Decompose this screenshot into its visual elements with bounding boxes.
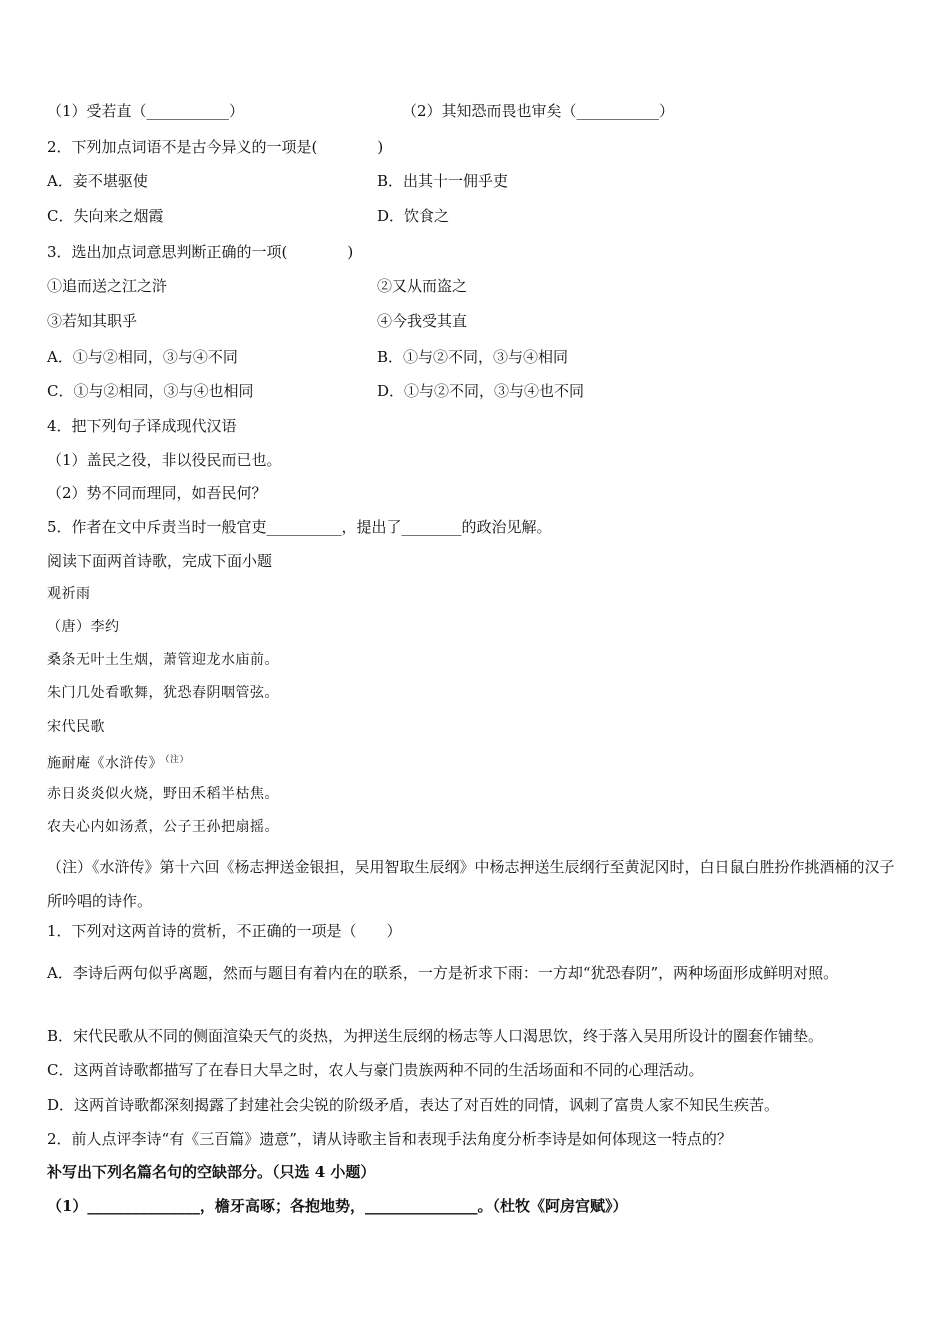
q3-stem: 3．选出加点词意思判断正确的一项( ) bbox=[47, 243, 354, 261]
q5-stem: 5．作者在文中斥责当时一般官吏__________，提出了________的政治见解。 bbox=[47, 518, 552, 536]
poem2-author-line bbox=[47, 750, 189, 774]
q3-option-d: D．①与②不同，③与④也不同 bbox=[377, 382, 585, 400]
q3-option-b: B．①与②不同，③与④相同 bbox=[377, 348, 569, 366]
poem1-title: 观祈雨 bbox=[47, 586, 91, 602]
poem2-author: 施耐庵《水浒传》 bbox=[47, 755, 163, 772]
q4-sentence-2: （2）势不同而理同，如吾民何？ bbox=[47, 484, 267, 502]
poem2-note-mark: （注） bbox=[165, 755, 190, 765]
q4-stem: 4．把下列句子译成现代汉语 bbox=[47, 417, 237, 435]
q2-option-d: D．饮食之 bbox=[377, 207, 450, 225]
q3-sentence-4: ④今我受其直 bbox=[377, 312, 468, 330]
poem2-line-2: 农夫心内如汤煮，公子王孙把扇摇。 bbox=[47, 819, 279, 835]
poem2-line-1: 赤日炎炎似火烧，野田禾稻半枯焦。 bbox=[47, 786, 279, 802]
reading-intro: 阅读下面两首诗歌，完成下面小题 bbox=[47, 552, 273, 570]
poem2-title: 宋代民歌 bbox=[47, 719, 105, 735]
poem-q1-option-a: A．李诗后两句似乎离题，然而与题目有着内在的联系，一方是祈求下雨：一方却“犹恐春阴”，两种场面形成鲜明对照。 bbox=[47, 964, 839, 982]
q3-sentence-2: ②又从而盗之 bbox=[377, 277, 468, 295]
poem-note: （注）《水浒传》第十六回《杨志押送金银担，吴用智取生辰纲》中杨志押送生辰纲行至黄泥冈时，白日鼠白胜扮作挑酒桶的汉子所吟唱的诗作。 bbox=[47, 858, 895, 910]
q1-item-1: （1）受若直（___________） bbox=[47, 102, 245, 120]
q4-sentence-1: （1）盖民之役，非以役民而已也。 bbox=[47, 451, 282, 469]
q2-option-b: B．出其十一佣乎吏 bbox=[377, 172, 509, 190]
q3-option-a: A．①与②相同，③与④不同 bbox=[47, 348, 238, 366]
q2-option-c: C．失向来之烟霞 bbox=[47, 207, 164, 225]
poem1-line-2: 朱门几处看歌舞，犹恐春阴咽管弦。 bbox=[47, 685, 279, 701]
poem-q1-stem: 1．下列对这两首诗的赏析，不正确的一项是（ ） bbox=[47, 922, 402, 940]
q2-option-a: A．妾不堪驱使 bbox=[47, 172, 148, 190]
poem1-author: （唐）李约 bbox=[47, 619, 120, 635]
q3-sentence-3: ③若知其职乎 bbox=[47, 312, 138, 330]
fill-item-1: （1）_______________，檐牙高啄；各抱地势，_______________。（杜牧《阿房宫赋》） bbox=[47, 1197, 628, 1215]
q1-item-2: （2）其知恐而畏也审矣（___________） bbox=[402, 102, 675, 120]
poem-q1-option-d: D．这两首诗歌都深刻揭露了封建社会尖锐的阶级矛盾，表达了对百姓的同情，讽刺了富贵人家不知民生疾苦。 bbox=[47, 1096, 780, 1114]
q3-option-c: C．①与②相同，③与④也相同 bbox=[47, 382, 254, 400]
q3-sentence-1: ①追而送之江之浒 bbox=[47, 277, 168, 295]
poem1-line-1: 桑条无叶土生烟，萧管迎龙水庙前。 bbox=[47, 652, 279, 668]
poem-q1-option-b: B．宋代民歌从不同的侧面渲染天气的炎热，为押送生辰纲的杨志等人口渴思饮，终于落入吴用所设计的圈套作铺垫。 bbox=[47, 1027, 824, 1045]
poem-q1-option-c: C．这两首诗歌都描写了在春日大旱之时，农人与豪门贵族两种不同的生活场面和不同的心理活动。 bbox=[47, 1061, 704, 1079]
fill-heading: 补写出下列名篇名句的空缺部分。（只选 4 小题） bbox=[47, 1163, 376, 1181]
q2-stem: 2．下列加点词语不是古今异义的一项是( ) bbox=[47, 138, 384, 156]
poem-q2-stem: 2．前人点评李诗“有《三百篇》遗意”，请从诗歌主旨和表现手法角度分析李诗是如何体现这一特点的？ bbox=[47, 1130, 732, 1148]
